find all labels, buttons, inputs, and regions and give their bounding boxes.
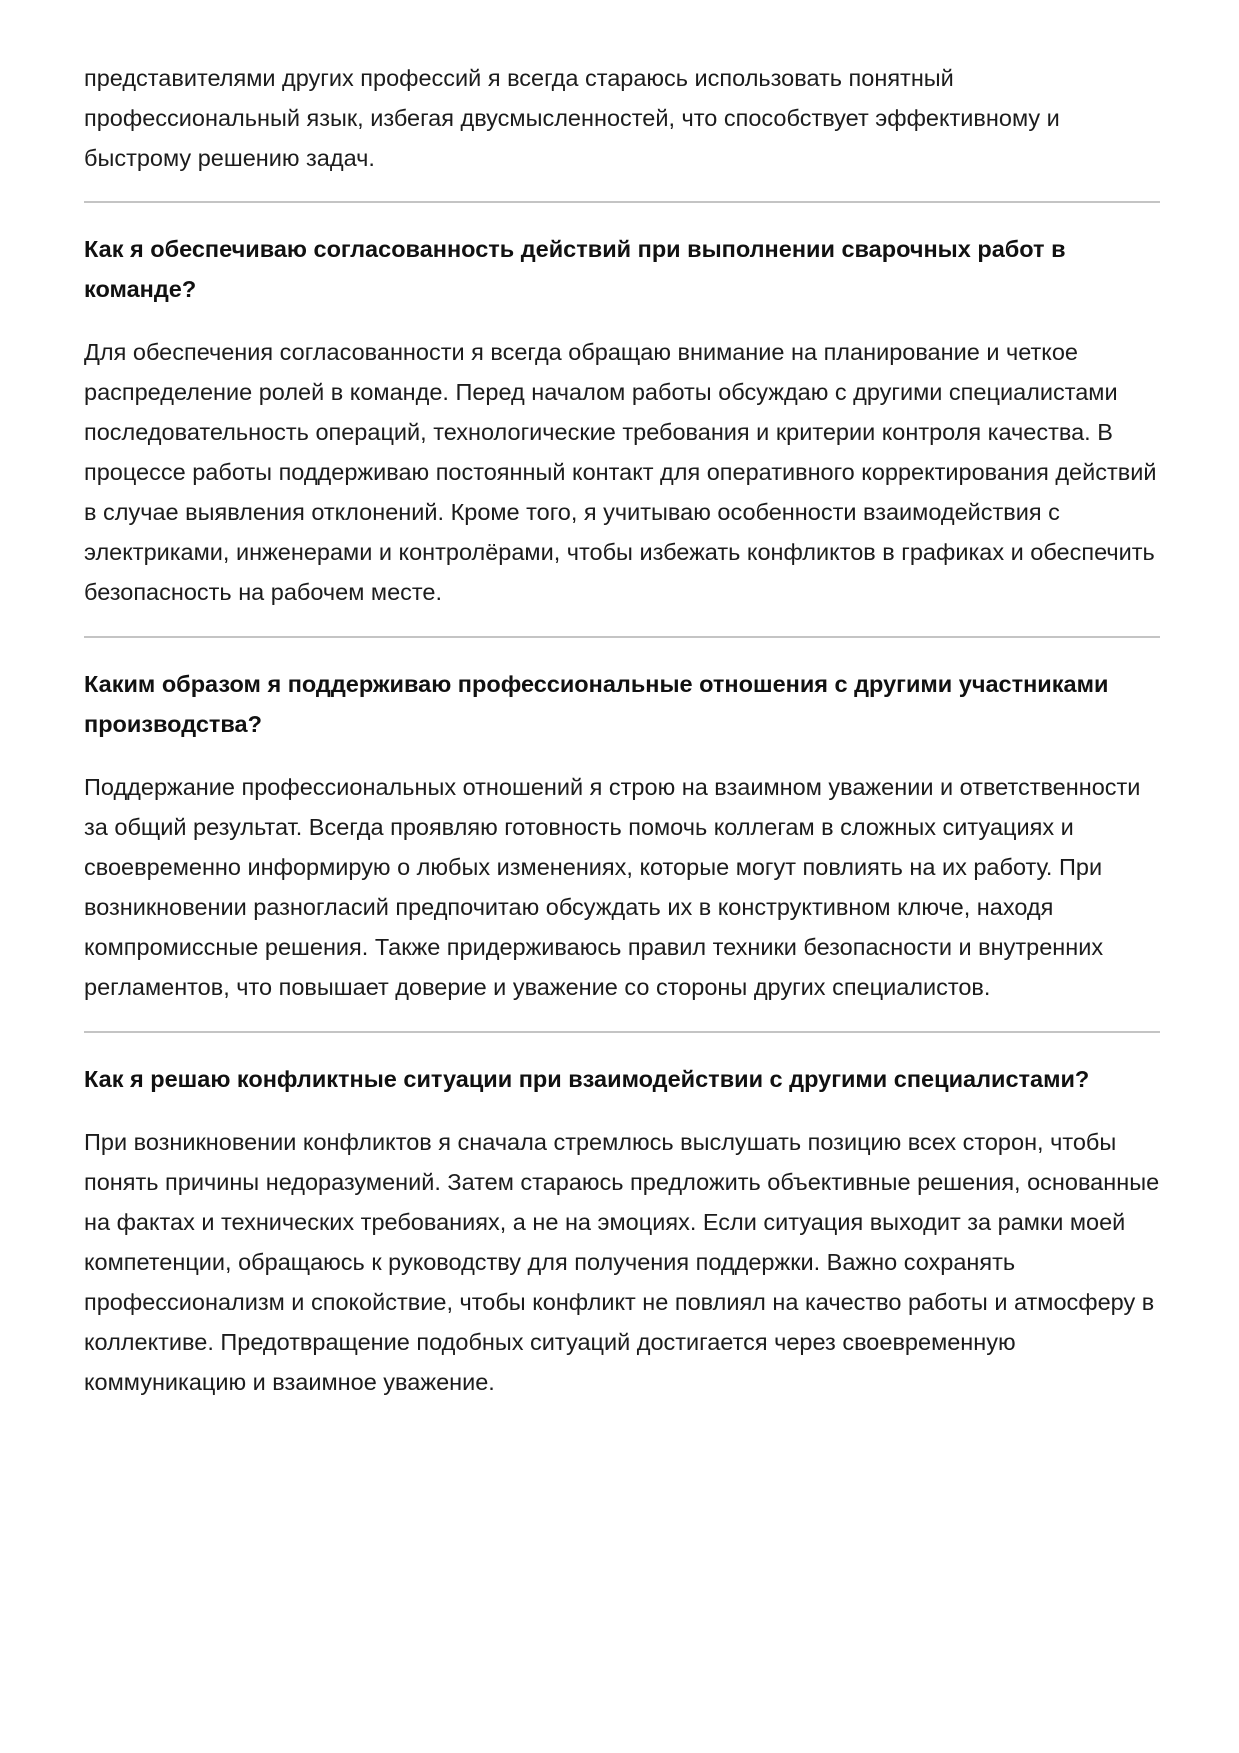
faq-section-coordination	[84, 229, 1160, 612]
intro-paragraph: представителями других профессий я всегда стараюсь использовать понятный профессиональный язык, избегая двусмысленностей, что способствует эффективному и быстрому решению задач.	[84, 65, 1060, 171]
section-divider	[84, 1031, 1160, 1033]
faq-section-conflicts	[84, 1059, 1160, 1402]
section-heading: Как я обеспечиваю согласованность действий при выполнении сварочных работ в команде?	[84, 236, 1066, 302]
section-divider	[84, 636, 1160, 638]
document-page	[84, 58, 1160, 1426]
section-body: При возникновении конфликтов я сначала стремлюсь выслушать позицию всех сторон, чтобы понять причины недоразумений. Затем стараюсь предложить объективные решения, основанные на фактах и технических требованиях, а не на эмоциях. Если ситуация выходит за рамки моей компетенции, обращаюсь к руководству для получения поддержки. Важно сохранять профессионализм и спокойствие, чтобы конфликт не повлиял на качество работы и атмосферу в коллективе. Предотвращение подобных ситуаций достигается через своевременную коммуникацию и взаимное уважение.	[84, 1129, 1160, 1395]
section-divider	[84, 201, 1160, 203]
faq-section-relations	[84, 664, 1160, 1007]
section-heading: Как я решаю конфликтные ситуации при взаимодействии с другими специалистами?	[84, 1066, 1090, 1092]
section-body: Для обеспечения согласованности я всегда обращаю внимание на планирование и четкое распределение ролей в команде. Перед началом работы обсуждаю с другими специалистами последовательность операций, технологические требования и критерии контроля качества. В процессе работы поддерживаю постоянный контакт для оперативного корректирования действий в случае выявления отклонений. Кроме того, я учитываю особенности взаимодействия с электриками, инженерами и контролёрами, чтобы избежать конфликтов в графиках и обеспечить безопасность на рабочем месте.	[84, 339, 1157, 605]
section-heading: Каким образом я поддерживаю профессиональные отношения с другими участниками производства?	[84, 671, 1109, 737]
section-body: Поддержание профессиональных отношений я строю на взаимном уважении и ответственности за общий результат. Всегда проявляю готовность помочь коллегам в сложных ситуациях и своевременно информирую о любых изменениях, которые могут повлиять на их работу. При возникновении разногласий предпочитаю обсуждать их в конструктивном ключе, находя компромиссные решения. Также придерживаюсь правил техники безопасности и внутренних регламентов, что повышает доверие и уважение со стороны других специалистов.	[84, 774, 1141, 1000]
